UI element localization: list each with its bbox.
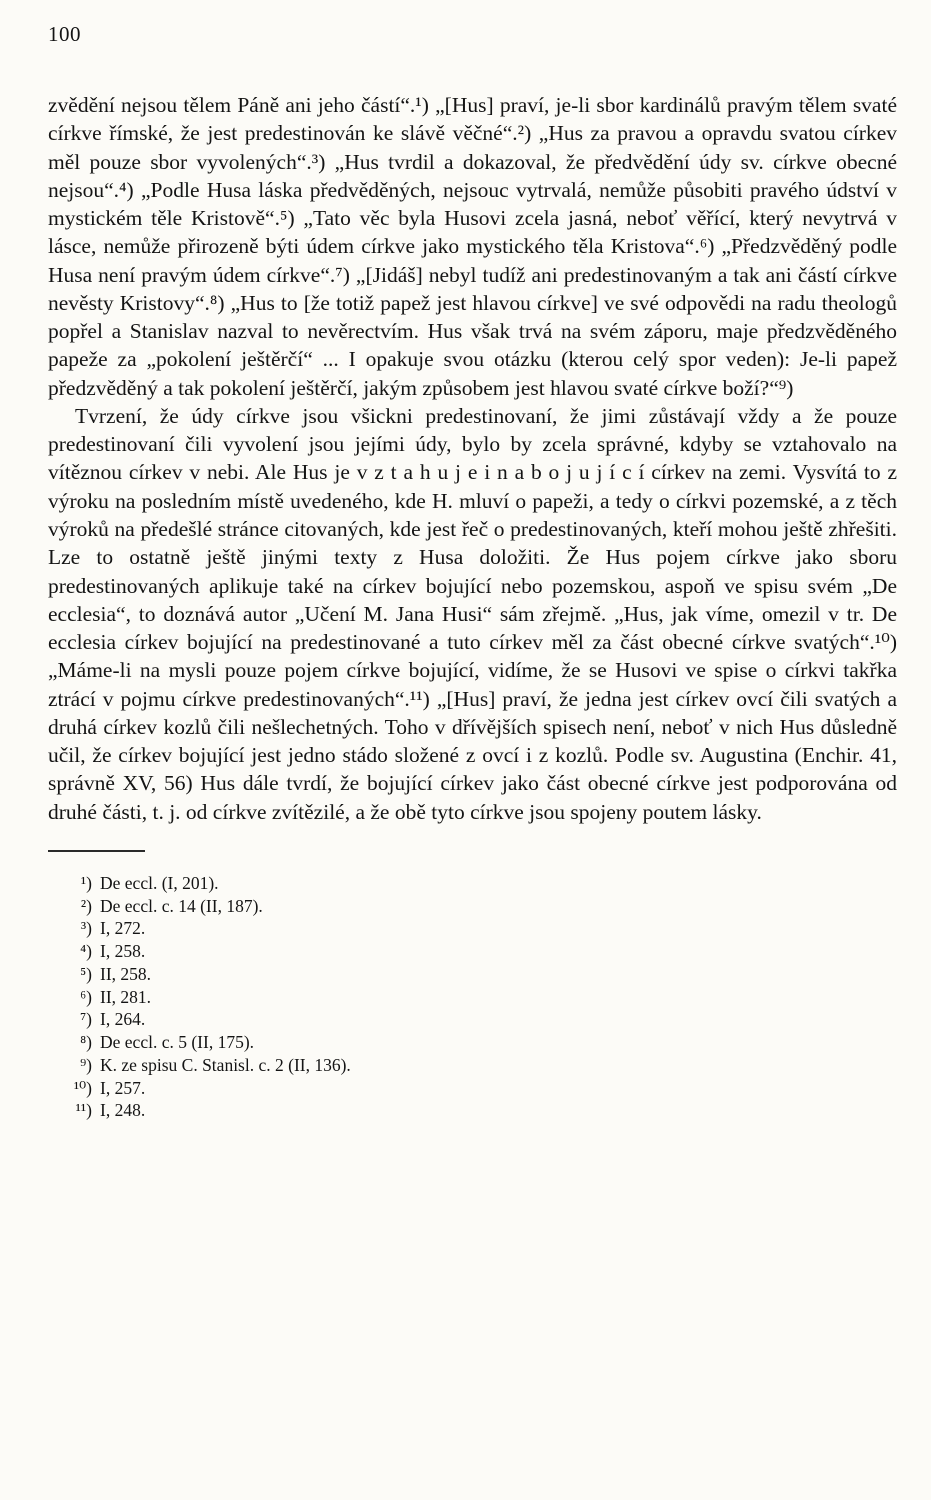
footnote-text: I, 258.: [100, 941, 146, 962]
footnote-text: II, 281.: [100, 986, 152, 1007]
footnote-marker: ⁷): [80, 1009, 92, 1030]
footnote-marker: ¹⁰): [73, 1077, 92, 1098]
paragraph: zvědění nejsou tělem Páně ani jeho částí“.¹) „[Hus] praví, je-li sbor kardinálů pravým tělem svaté církve římské, že jest predestinován ke slávě věčné“.²) „Hus za pravou a opravdu svatou církev měl pouze sbor vyvolených“.³) „Hus tvrdil a dokazoval, že předvědění údy sv. církve obecné nejsou“.⁴) „Podle Husa láska předvěděných, nejsouc vytrvalá, nemůže působiti pravého údství v mystickém těle Kristově“.⁵) „Tato věc byla Husovi zcela jasná, neboť věřící, který nevytrvá v lásce, nemůže přirozeně býti údem církve jako mystického těla Kristova“.⁶) „Předzvěděný podle Husa není pravým údem církve“.⁷) „[Jidáš] nebyl tudíž ani predestinovaným a tak ani částí církve nevěsty Kristovy“.⁸) „Hus to [že totiž papež jest hlavou církve] ve své odpovědi na radu theologů popřel a Stanislav nazval to nevěrectvím. Hus však trvá na svém záporu, maje předzvěděného papeže za „pokolení ještěrčí“ ... I opakuje svou otázku (kterou celý spor veden): Je-li papež předzvěděný a tak pokolení ještěrčí, jakým způsobem jest hlavou svaté církve boží?“⁹): [48, 93, 897, 400]
footnote-marker: ³): [80, 918, 92, 939]
footnote-marker: ⁵): [80, 963, 92, 984]
footnote: [48, 940, 897, 963]
footnote-marker: ⁸): [80, 1032, 92, 1053]
footnote-text: De eccl. c. 5 (II, 175).: [100, 1032, 255, 1053]
footnote-text: I, 264.: [100, 1009, 146, 1030]
footnote: [48, 895, 897, 918]
footnote-text: De eccl. (I, 201).: [100, 872, 219, 893]
footnote-marker: ⁶): [80, 986, 92, 1007]
footnote-marker: ⁹): [80, 1054, 92, 1075]
footnote-text: II, 258.: [100, 963, 152, 984]
footnotes-section: [48, 872, 897, 1122]
footnote-marker: ⁴): [80, 941, 92, 962]
footnote: [48, 1099, 897, 1122]
footnote: [48, 1054, 897, 1077]
footnote-text: I, 257.: [100, 1077, 146, 1098]
footnote-marker: ¹): [80, 872, 92, 893]
footnote-text: De eccl. c. 14 (II, 187).: [100, 895, 263, 916]
footnote: [48, 963, 897, 986]
footnote: [48, 1008, 897, 1031]
page-number: 100: [48, 22, 81, 46]
footnote: [48, 917, 897, 940]
footnote: [48, 1077, 897, 1100]
footnote-text: I, 248.: [100, 1100, 146, 1121]
footnote-text: K. ze spisu C. Stanisl. c. 2 (II, 136).: [100, 1054, 351, 1075]
footnote: [48, 1031, 897, 1054]
footnote-marker: ²): [80, 895, 92, 916]
footnote-separator: [48, 850, 145, 852]
footnote: [48, 872, 897, 895]
footnote: [48, 986, 897, 1009]
footnote-text: I, 272.: [100, 918, 146, 939]
footnote-marker: ¹¹): [75, 1100, 92, 1121]
body-text: [48, 91, 897, 826]
paragraph: Tvrzení, že údy církve jsou všickni predestinovaní, že jimi zůstávají vždy a že pouze predestinovaní čili vyvolení jsou jejími údy, bylo by zcela správné, kdyby se vztahovalo na vítěznou církev v nebi. Ale Hus je v z t a h u j e i n a b o j u j í c í církev na zemi. Vysvítá to z výroku na posledním místě uvedeného, kde H. mluví o papeži, a tedy o církvi pozemské, a z těch výroků na předešlé stránce citovaných, kde jest řeč o predestinovaných, kteří mohou ještě zhřešiti. Lze to ostatně ještě jinými texty z Husa doložiti. Že Hus pojem církve jako sboru predestinovaných aplikuje také na církev bojující nebo pozemskou, aspoň ve spisu svém „De ecclesia“, to doznává autor „Učení M. Jana Husi“ sám zřejmě. „Hus, jak víme, omezil v tr. De ecclesia církev bojující na predestinované a tuto církev měl za část obecné církve svatých“.¹⁰) „Máme-li na mysli pouze pojem církve bojující, vidíme, že se Husovi ve spise o církvi takřka ztrácí v pojmu církve predestinovaných“.¹¹) „[Hus] praví, že jedna jest církev ovcí čili svatých a druhá církev kozlů čili nešlechetných. Toho v dřívějších spisech není, neboť v nich Hus důsledně učil, že církev bojující jest jedno stádo složené z ovcí i z kozlů. Podle sv. Augustina (Enchir. 41, správně XV, 56) Hus dále tvrdí, že bojující církev jako část obecné církve jest podporována od druhé části, t. j. od církve zvítězilé, a že obě tyto církve jsou spojeny poutem lásky.: [48, 403, 897, 824]
